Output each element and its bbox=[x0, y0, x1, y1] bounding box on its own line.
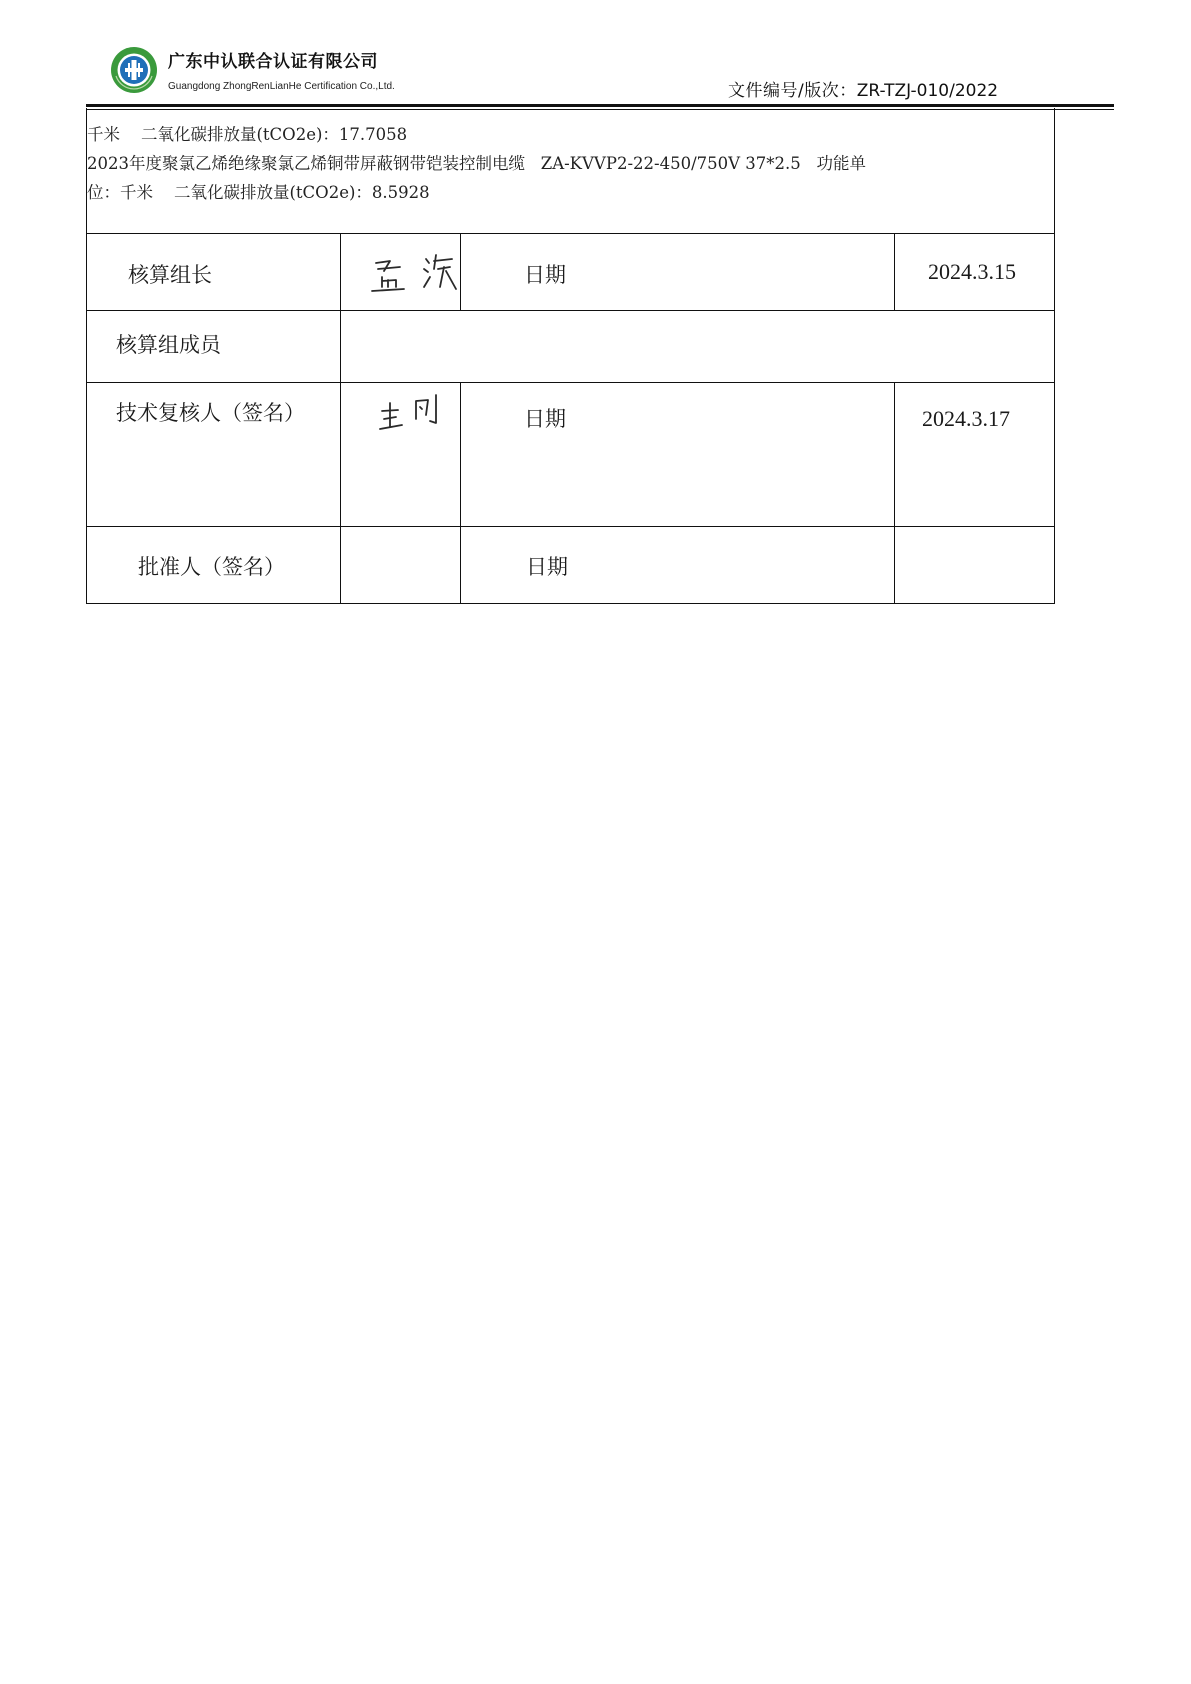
approver-label: 批准人（签名） bbox=[138, 555, 285, 579]
reviewer-date-label: 日期 bbox=[524, 407, 566, 431]
header-rule-thick bbox=[86, 104, 1114, 107]
reviewer-date: 2024.3.17 bbox=[922, 406, 1010, 431]
table-rule bbox=[86, 233, 87, 604]
leader-label: 核算组长 bbox=[128, 263, 212, 287]
approver-date-label: 日期 bbox=[526, 555, 568, 579]
leader-signature bbox=[364, 241, 460, 303]
document-number-value: ZR-TZJ-010/2022 bbox=[856, 81, 999, 101]
table-rule bbox=[86, 382, 1055, 383]
reviewer-signature bbox=[376, 389, 456, 449]
table-rule bbox=[894, 233, 895, 311]
content-line-1: 千米 二氧化碳排放量(tCO2e)：17.7058 bbox=[87, 125, 408, 144]
table-rule bbox=[894, 382, 895, 604]
company-logo bbox=[110, 46, 158, 94]
content-line-2: 2023年度聚氯乙烯绝缘聚氯乙烯铜带屏蔽钢带铠装控制电缆 ZA-KVVP2-22-450/750V 37*2.5 功能单 bbox=[87, 154, 867, 173]
reviewer-label: 技术复核人（签名） bbox=[116, 401, 305, 425]
document-number-label: 文件编号/版次： bbox=[728, 81, 857, 101]
table-rule bbox=[460, 233, 461, 311]
signoff-table bbox=[86, 233, 1055, 604]
product-emissions-box bbox=[86, 108, 1055, 234]
table-rule bbox=[86, 233, 1055, 234]
table-rule bbox=[86, 603, 1055, 604]
content-line-3: 位：千米 二氧化碳排放量(tCO2e)：8.5928 bbox=[87, 183, 430, 202]
company-name-en: Guangdong ZhongRenLianHe Certification Co.,Ltd. bbox=[168, 81, 395, 92]
leader-date-label: 日期 bbox=[524, 263, 566, 287]
document-number bbox=[728, 76, 998, 101]
table-rule bbox=[86, 526, 1055, 527]
members-label: 核算组成员 bbox=[116, 333, 221, 357]
table-rule bbox=[340, 233, 341, 604]
table-rule bbox=[86, 310, 1055, 311]
company-name-cn: 广东中认联合认证有限公司 bbox=[168, 52, 378, 72]
leader-date: 2024.3.15 bbox=[928, 259, 1016, 284]
table-rule bbox=[1054, 233, 1055, 604]
table-rule bbox=[460, 382, 461, 604]
